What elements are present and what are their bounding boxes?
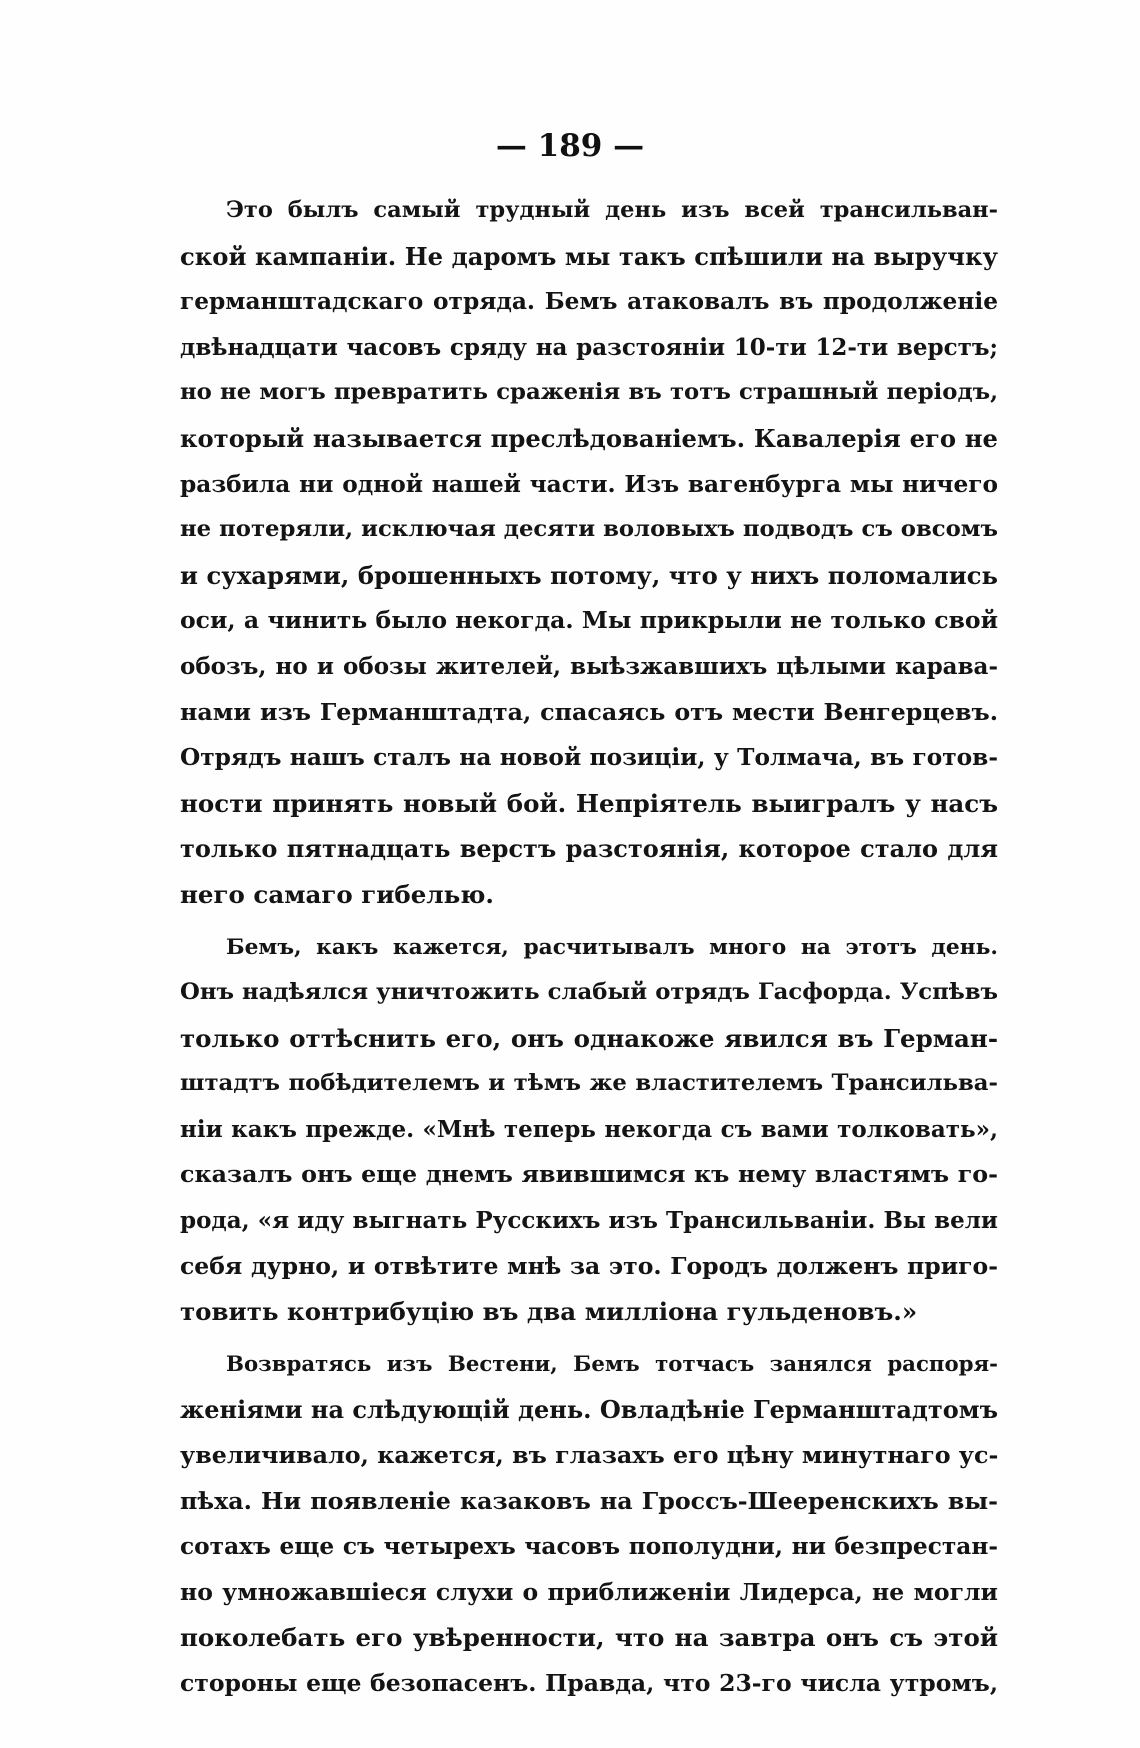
text-line: стороны еще безопасенъ. Правда, что 23-го числа утромъ, [180,1669,998,1697]
text-line: сотахъ еще съ четырехъ часовъ пополудни, ни безпрестан- [180,1533,998,1561]
text-line: германштадскаго отряда. Бемъ атаковалъ въ продолженіе [180,288,998,316]
body-text [180,188,998,1707]
text-line: женіями на слѣдующій день. Овладѣніе Германштадтомъ [180,1395,999,1425]
text-line: Это былъ самый трудный день изъ всей трансильван- [226,197,998,223]
text-line: рода, «я иду выгнать Русскихъ изъ Трансильваніи. Вы вели [180,1207,998,1235]
paragraph-1 [180,188,998,918]
page-number: — 189 — [495,128,645,164]
text-line: штадтъ побѣдителемъ и тѣмъ же властителемъ Трансильва- [180,1070,998,1097]
text-line: нами изъ Германштадта, спасаясь отъ мести Венгерцевъ. [180,697,998,726]
text-line: но умножавшіеся слухи о приближеніи Лидерса, не могли [180,1577,998,1606]
text-line: разбила ни одной нашей части. Изъ вагенбурга мы ничего [180,470,998,498]
text-line: который называется преслѣдованіемъ. Кавалерія его не [180,423,998,453]
text-line: но не могъ превратить сраженія въ тотъ страшный періодъ, [180,379,998,406]
text-line: Бемъ, какъ кажется, расчитывалъ много на этотъ день. [226,934,998,960]
text-line: пѣха. Ни появленіе казаковъ на Гроссъ-Шееренскихъ вы- [180,1486,998,1515]
text-line: сказалъ онъ еще днемъ явившимся къ нему властямъ го- [180,1160,998,1189]
text-line: товить контрибуцію въ два милліона гульденовъ.» [180,1297,918,1327]
text-line: ской кампаніи. Не даромъ мы такъ спѣшили на выручку [180,241,998,271]
text-line: двѣнадцати часовъ сряду на разстояніи 10-ти 12-ти верстъ; [180,333,998,361]
text-line: и сухарями, брошенныхъ потому, что у нихъ поломались [180,560,998,590]
text-line: себя дурно, и отвѣтите мнѣ за это. Городъ долженъ приго- [180,1251,998,1280]
text-line: обозъ, но и обозы жителей, выѣзжавшихъ цѣлыми карава- [180,652,998,680]
text-line: Онъ надѣялся уничтожить слабый отрядъ Гасфорда. Успѣвъ [180,979,998,1006]
text-line: Отрядъ нашъ сталъ на новой позиціи, у Толмача, въ готов- [180,744,998,772]
paragraph-3 [180,1342,998,1707]
text-line: увеличивало, кажется, въ глазахъ его цѣну минутнаго ус- [180,1441,999,1470]
text-line: ніи какъ прежде. «Мнѣ теперь некогда съ вами толковать», [180,1115,998,1143]
text-line: не потеряли, исключая десяти воловыхъ подводъ съ овсомъ [180,516,998,543]
text-line: только пятнадцать верстъ разстоянія, которое стало для [180,834,998,864]
text-line: Возвратясь изъ Вестени, Бемъ тотчасъ занялся распоря- [226,1351,998,1377]
paragraph-2 [180,925,998,1335]
text-line: оси, а чинить было некогда. Мы прикрыли не только свой [180,606,998,635]
text-line: ности принять новый бой. Непріятель выигралъ у насъ [180,788,998,818]
text-line: только оттѣснить его, онъ однакоже явился въ Герман- [180,1023,998,1053]
text-line: него самаго гибелью. [180,879,494,909]
text-line: поколебать его увѣренности, что на завтра онъ съ этой [180,1623,998,1653]
